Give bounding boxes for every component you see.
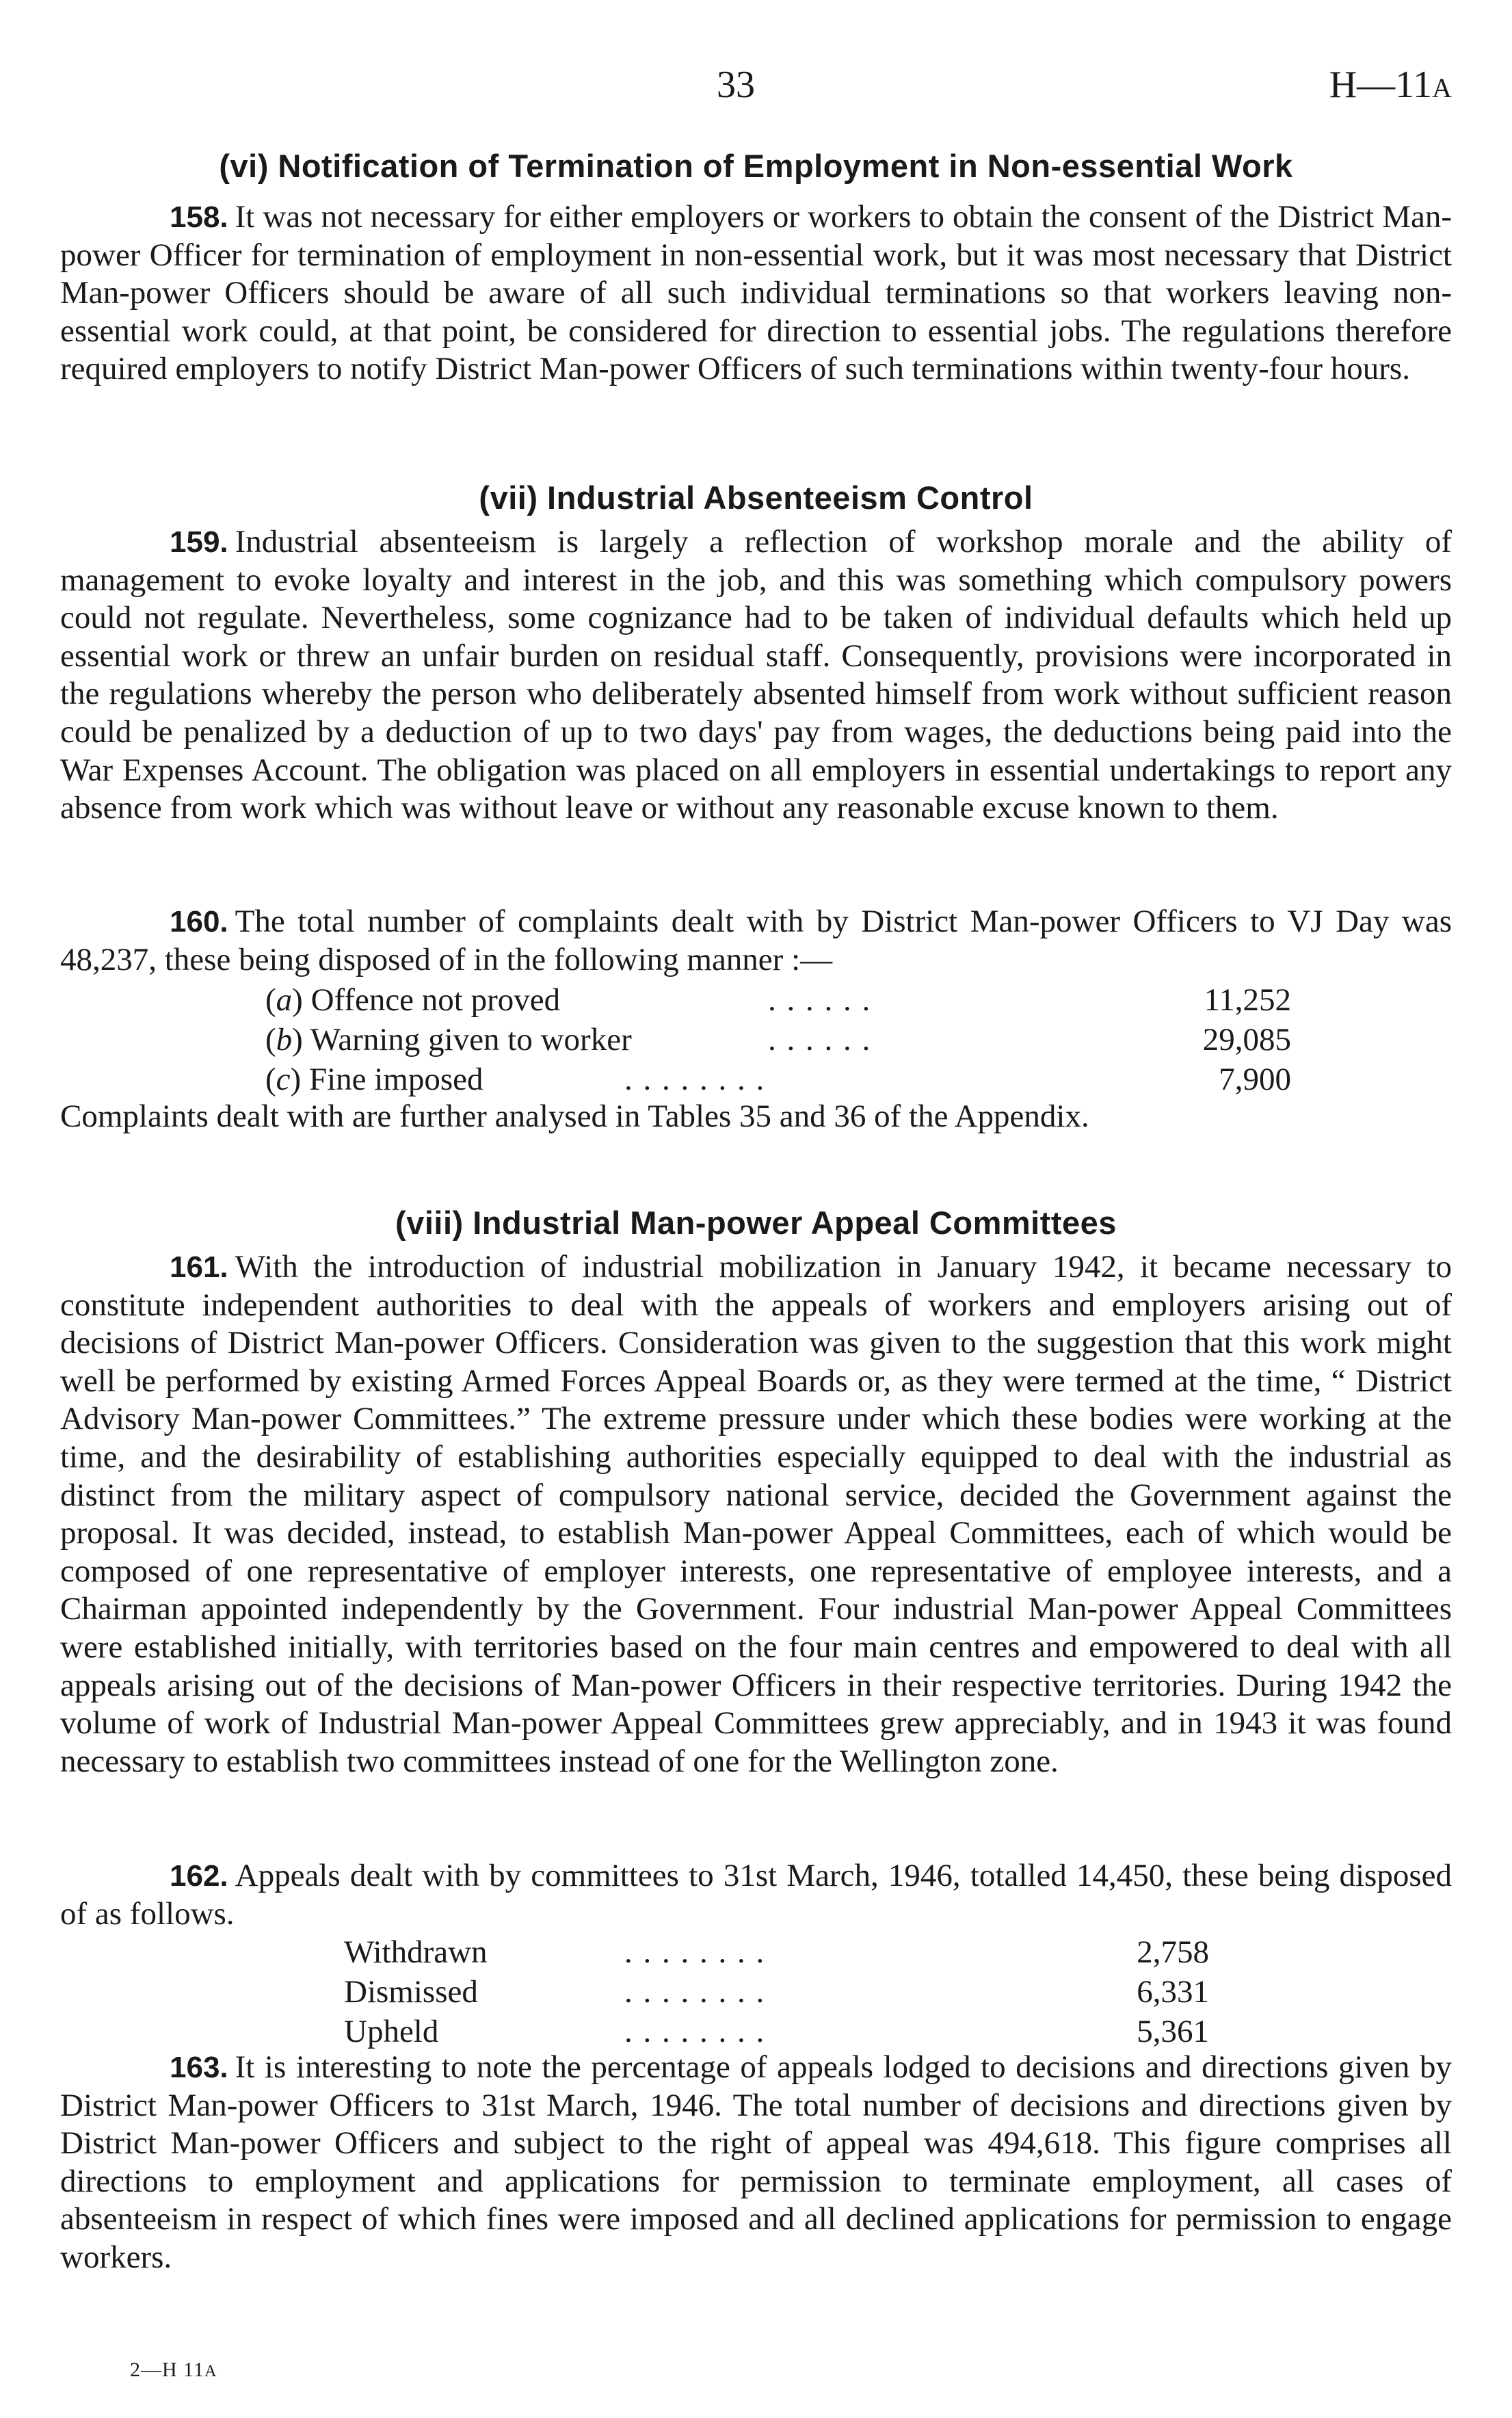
- paragraph-text: Appeals dealt with by committees to 31st March, 1946, totalled 14,450, these being disposed of as follows.: [60, 1858, 1452, 1932]
- section-heading-vii: (vii) Industrial Absenteeism Control: [479, 479, 1033, 516]
- paragraph-text: It was not necessary for either employers or workers to obtain the consent of the District Man-power Officer for termination of employment in non-essential work, but it was most necessary that District Man-power Officers should be aware of all such individual terminations so that workers leaving non-essential work could, at that point, be considered for direction to essential jobs. The regulations therefore required employers to notify District Man-power Officers of such terminations within twenty-four hours.: [60, 199, 1452, 387]
- paragraph-158: [60, 198, 1452, 389]
- paragraph-text: The total number of complaints dealt with by District Man-power Officers to VJ Day was 48,237, these being disposed of in the following manner :—: [60, 904, 1452, 977]
- paragraph-number: 159.: [170, 525, 228, 559]
- section-heading-vi: (vi) Notification of Termination of Employment in Non-essential Work: [219, 148, 1293, 184]
- running-header: [60, 63, 1452, 111]
- paragraph-number: 160.: [170, 905, 228, 938]
- appeals-table: [344, 1932, 1209, 2051]
- paragraph-159: [60, 523, 1452, 828]
- table-value: 2,758: [1137, 1934, 1209, 1970]
- paragraph-number: 162.: [170, 1859, 228, 1893]
- table-row: Withdrawn . . . . . . . . 2,758: [344, 1932, 1209, 1972]
- paragraph-number: 161.: [170, 1250, 228, 1284]
- paragraph-text: It is interesting to note the percentage of appeals lodged to decisions and directions given by District Man-power Officers to 31st March, 1946. The total number of decisions and directions given by District Man-power Officers and subject to the right of appeal was 494,618. This figure comprises all directions to employment and applications for permission to terminate employment, all cases of absenteeism in respect of which fines were imposed and all declined applications for permission to engage workers.: [60, 2049, 1452, 2275]
- document-reference: H—11A: [1329, 64, 1452, 106]
- page-number: 33: [717, 64, 755, 106]
- table-value: 6,331: [1137, 1974, 1209, 2010]
- paragraph-161: [60, 1248, 1452, 1780]
- complaints-table: [265, 980, 1291, 1099]
- table-value: 11,252: [1204, 982, 1291, 1018]
- paragraph-163: [60, 2049, 1452, 2277]
- page-footer: 2—H 11A: [130, 2358, 217, 2381]
- paragraph-number: 163.: [170, 2051, 228, 2084]
- paragraph-text: With the introduction of industrial mobilization in January 1942, it became necessary to constitute independent authorities to deal with the appeals of workers and employers arising out of decisions of District Man-power Officers. Consideration was given to the suggestion that this work might well be performed by existing Armed Forces Appeal Boards or, as they were termed at the time, “ District Advisory Man-power Committees.” The extreme pressure under which these bodies were working at the time, and the desirability of establishing authorities especially equipped to deal with the industrial as distinct from the military aspect of compulsory national service, decided the Government against the proposal. It was decided, instead, to establish Man-power Appeal Committees, each of which would be composed of one representative of employer interests, one representative of employee interests, and a Chairman appointed independently by the Government. Four industrial Man-power Appeal Committees were established initially, with territories based on the four main centres and empowered to deal with all appeals arising out of the decisions of Man-power Officers in their respective territories. During 1942 the volume of work of Industrial Man-power Appeal Committees grew appreciably, and in 1943 it was found necessary to establish two committees instead of one for the Wellington zone.: [60, 1249, 1452, 1779]
- table-row: (c) Fine imposed . . . . . . . . 7,900: [265, 1060, 1291, 1099]
- paragraph-text: Industrial absenteeism is largely a reflection of workshop morale and the ability of management to evoke loyalty and interest in the job, and this was something which compulsory powers could not regulate. Nevertheless, some cognizance had to be taken of individual defaults which held up essential work or threw an unfair burden on residual staff. Consequently, provisions were incorporated in the regulations whereby the person who deliberately absented himself from work without sufficient reason could be penalized by a deduction of up to two days' pay from wages, the deductions being paid into the War Expenses Account. The obligation was placed on all employers in essential undertakings to report any absence from work which was without leave or without any reasonable excuse known to them.: [60, 524, 1452, 826]
- section-heading-viii: (viii) Industrial Man-power Appeal Committees: [395, 1205, 1117, 1241]
- paragraph-160: [60, 903, 1452, 979]
- table-row: Upheld . . . . . . . . 5,361: [344, 2012, 1209, 2051]
- paragraph-162: [60, 1857, 1452, 1933]
- paragraph-number: 158.: [170, 200, 228, 234]
- table-value: 5,361: [1137, 2014, 1209, 2049]
- table-value: 7,900: [1219, 1062, 1291, 1097]
- complaints-note: Complaints dealt with are further analysed in Tables 35 and 36 of the Appendix.: [60, 1099, 1089, 1134]
- table-value: 29,085: [1202, 1022, 1291, 1057]
- table-row: Dismissed . . . . . . . . 6,331: [344, 1972, 1209, 2012]
- table-row: (b) Warning given to worker . . . . . . 29,085: [265, 1020, 1291, 1060]
- table-row: (a) Offence not proved . . . . . . 11,252: [265, 980, 1291, 1020]
